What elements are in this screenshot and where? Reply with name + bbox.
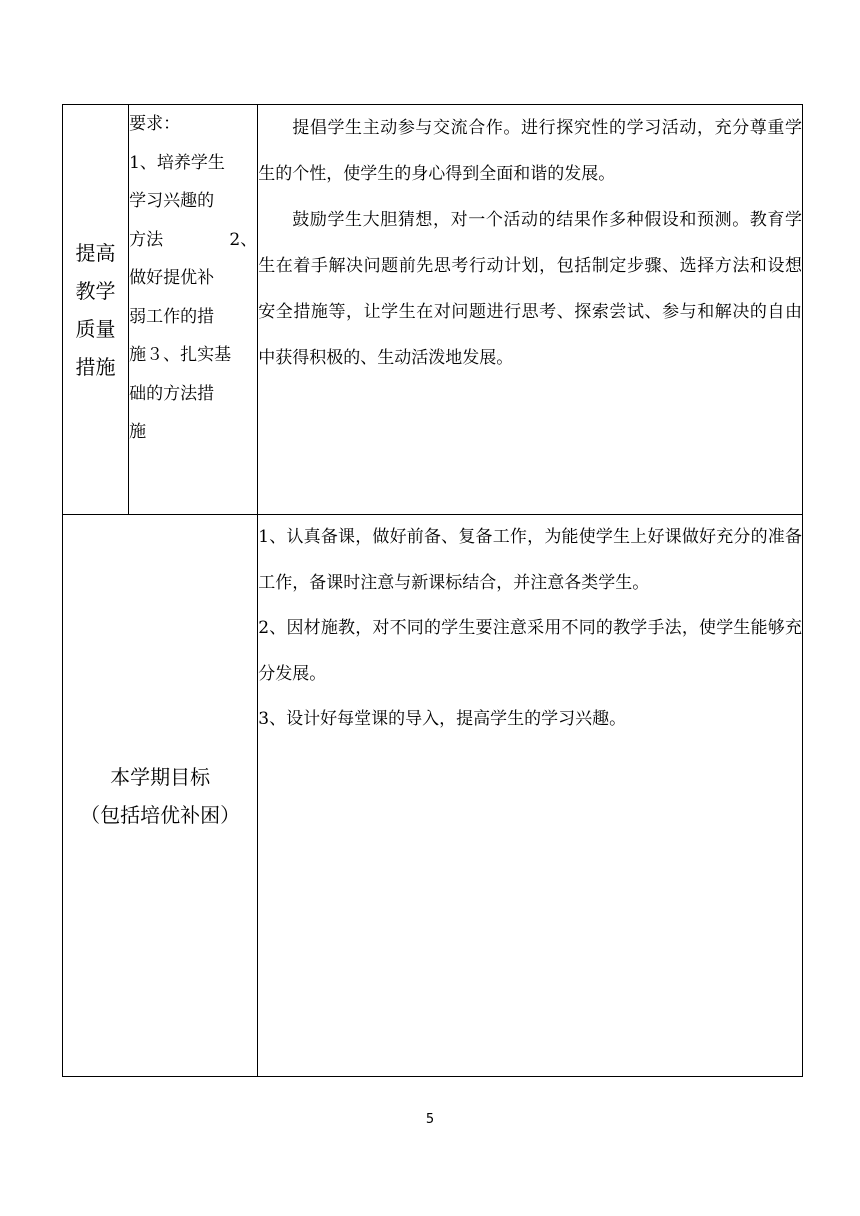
- table-row: [63, 515, 803, 1077]
- goal-item: 3、设计好每堂课的导入，提高学生的学习兴趣。: [258, 709, 627, 729]
- page-number: 5: [425, 1112, 435, 1127]
- measures-content-cell: [258, 105, 803, 515]
- requirements-line: 施: [129, 422, 147, 442]
- requirements-line-left: 方法: [129, 229, 164, 250]
- requirements-line: 弱工作的措: [129, 306, 215, 327]
- requirements-line: [129, 221, 257, 260]
- semester-goals-label-cell: [63, 515, 258, 1077]
- requirements-line: 学习兴趣的: [129, 191, 215, 211]
- semester-goals-sublabel: （包括培优补困）: [80, 802, 241, 827]
- measures-paragraph: 鼓励学生大胆猜想，对一个活动的结果作多种假设和预测。教育学生在着手解决问题前先思考行动计划，包括制定步骤、选择方法和设想安全措施等，让学生在对问题进行思考、探索尝试、参与和解决的自由中获得积极的、生动活泼地发展。: [258, 210, 802, 368]
- requirements-line: 施３、扎实基: [129, 345, 232, 365]
- requirements-line: 做好提优补: [129, 268, 215, 288]
- requirements-line: 要求：: [129, 114, 181, 134]
- semester-goals-label: 本学期目标: [110, 764, 211, 789]
- measures-paragraph: 提倡学生主动参与交流合作。进行探究性的学习活动，充分尊重学生的个性，使学生的身心得到全面和谐的发展。: [258, 118, 802, 184]
- measures-label-cell: [63, 105, 129, 515]
- requirements-cell: [129, 105, 258, 515]
- goal-item: 2、因材施教，对不同的学生要注意采用不同的教学手法，使学生能够充分发展。: [258, 618, 802, 684]
- semester-goals-content-cell: [258, 515, 803, 1077]
- requirements-line-right: 2、: [229, 229, 258, 250]
- plan-table: [62, 104, 803, 1077]
- requirements-line: 础的方法措: [129, 383, 215, 404]
- measures-label-char: 教学: [75, 278, 116, 303]
- table-row: [63, 105, 803, 515]
- measures-label-char: 提高: [75, 240, 116, 265]
- measures-label-char: 质量: [75, 316, 116, 341]
- measures-label-char: 措施: [75, 354, 116, 379]
- goal-item: 1、认真备课，做好前备、复备工作，为能使学生上好课做好充分的准备工作，备课时注意与新课标结合，并注意各类学生。: [258, 527, 802, 593]
- requirements-line: 1、培养学生: [129, 152, 225, 173]
